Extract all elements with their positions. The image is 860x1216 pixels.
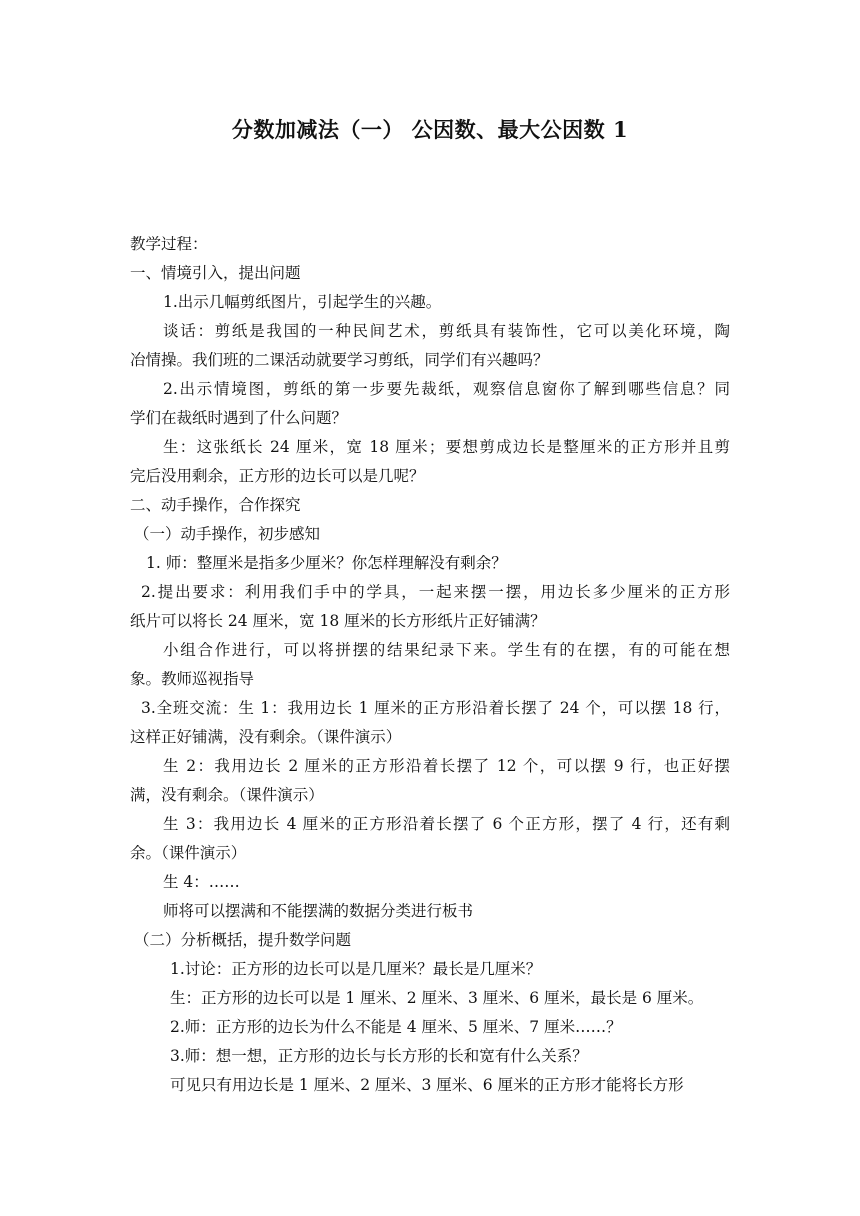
text-line: 这样正好铺满，没有剩余。（课件演示） (130, 728, 402, 746)
subsection-heading: （二）分析概括，提升数学问题 (134, 931, 352, 949)
text-line: 3.师：想一想，正方形的边长与长方形的长和宽有什么关系？ (170, 1047, 588, 1065)
text-line: 2.师：正方形的边长为什么不能是 4 厘米、5 厘米、7 厘米……？ (170, 1018, 622, 1036)
document-body (130, 230, 730, 1100)
text-line: 生：这张纸长 24 厘米，宽 18 厘米；要想剪成边长是整厘米的正方形并且剪 (163, 438, 730, 456)
document-title: 分数加减法（一） 公因数、最大公因数 1 (231, 117, 629, 142)
text-line: 教学过程： (130, 235, 208, 253)
text-line: 象。教师巡视指导 (130, 670, 255, 688)
text-line: 1.讨论：正方形的边长可以是几厘米？最长是几厘米？ (170, 960, 542, 978)
text-line: 2.出示情境图，剪纸的第一步要先裁纸，观察信息窗你了解到哪些信息？同 (163, 380, 730, 398)
text-line: 谈话：剪纸是我国的一种民间艺术，剪纸具有装饰性，它可以美化环境，陶 (163, 322, 730, 340)
text-line: 师将可以摆满和不能摆满的数据分类进行板书 (163, 902, 474, 920)
text-line: 满，没有剩余。（课件演示） (130, 786, 324, 804)
text-line: 3.全班交流：生 1：我用边长 1 厘米的正方形沿着长摆了 24 个，可以摆 18 行， (141, 699, 730, 717)
section-heading: 一、情境引入，提出问题 (130, 264, 301, 282)
text-line: 生 2：我用边长 2 厘米的正方形沿着长摆了 12 个，可以摆 9 行，也正好摆 (163, 757, 730, 775)
subsection-heading: （一）动手操作，初步感知 (134, 525, 321, 543)
text-line: 学们在裁纸时遇到了什么问题？ (130, 409, 348, 427)
text-line: 生：正方形的边长可以是 1 厘米、2 厘米、3 厘米、6 厘米，最长是 6 厘米。 (170, 989, 704, 1007)
text-line: 1. 师：整厘米是指多少厘米？你怎样理解没有剩余？ (146, 554, 507, 572)
text-line: 纸片可以将长 24 厘米，宽 18 厘米的长方形纸片正好铺满？ (130, 612, 546, 630)
text-line: 完后没用剩余，正方形的边长可以是几呢？ (130, 467, 425, 485)
text-line: 余。（课件演示） (130, 844, 247, 862)
text-line: 1.出示几幅剪纸图片，引起学生的兴趣。 (163, 293, 442, 311)
text-line: 生 4：…… (163, 873, 240, 891)
text-line: 冶情操。我们班的二课活动就要学习剪纸，同学们有兴趣吗？ (130, 351, 549, 369)
section-heading: 二、动手操作，合作探究 (130, 496, 301, 514)
text-line: 可见只有用边长是 1 厘米、2 厘米、3 厘米、6 厘米的正方形才能将长方形 (170, 1076, 684, 1094)
text-line: 小组合作进行，可以将拼摆的结果纪录下来。学生有的在摆，有的可能在想 (163, 641, 730, 659)
text-line: 生 3：我用边长 4 厘米的正方形沿着长摆了 6 个正方形，摆了 4 行，还有剩 (163, 815, 730, 833)
text-line: 2.提出要求：利用我们手中的学具，一起来摆一摆，用边长多少厘米的正方形 (141, 583, 730, 601)
